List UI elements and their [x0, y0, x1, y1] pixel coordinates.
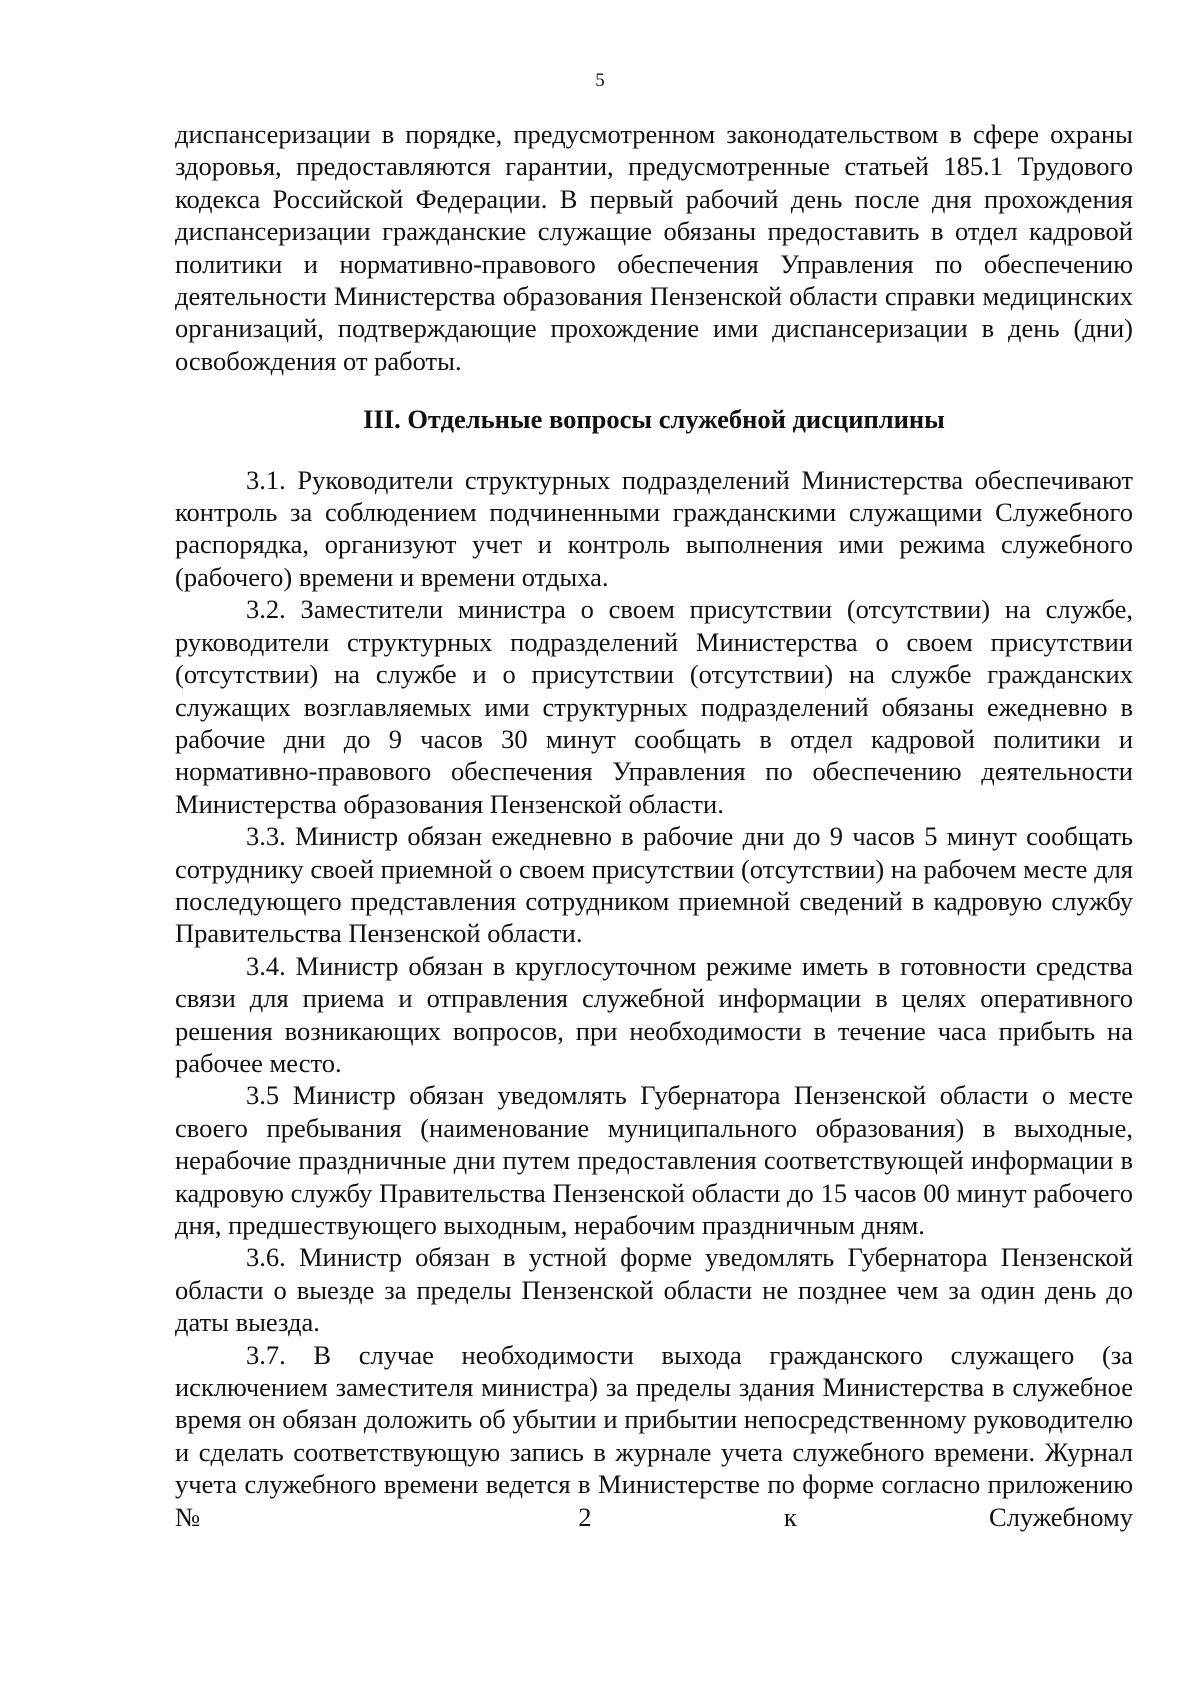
paragraph-3-1: 3.1. Руководители структурных подразделений Министерства обеспечивают контроль за соблюдением подчиненными гражданскими служащими Служебного распорядка, организуют учет и контроль выполнения ими режима служебного (рабочего) времени и времени отдыха.: [175, 464, 1133, 592]
paragraph-3-3: 3.3. Министр обязан ежедневно в рабочие дни до 9 часов 5 минут сообщать сотруднику своей приемной о своем присутствии (отсутствии) на рабочем месте для последующего представления сотрудником приемной сведений в кадровую службу Правительства Пензенской области.: [175, 821, 1133, 949]
intro-paragraph: диспансеризации в порядке, предусмотренном законодательством в сфере охраны здоровья, предоставляются гарантии, предусмотренные статьей 185.1 Трудового кодекса Российской Федерации. В первый рабочий день после дня прохождения диспансеризации гражданские служащие обязаны предоставить в отдел кадровой политики и нормативно-правового обеспечения Управления по обеспечению деятельности Министерства образования Пензенской области справки медицинских организаций, подтверждающие прохождение ими диспансеризации в день (дни) освобождения от работы.: [175, 119, 1133, 376]
paragraph-3-2: 3.2. Заместители министра о своем присутствии (отсутствии) на службе, руководители структурных подразделений Министерства о своем присутствии (отсутствии) на службе и о присутствии (отсутствии) на службе гражданских служащих возглавляемых ими структурных подразделений обязаны ежедневно в рабочие дни до 9 часов 30 минут сообщать в отдел кадровой политики и нормативно-правового обеспечения Управления по обеспечению деятельности Министерства образования Пензенской области.: [175, 594, 1133, 819]
paragraph-3-7: 3.7. В случае необходимости выхода гражданского служащего (за исключением заместителя министра) за пределы здания Министерства в служебное время он обязан доложить об убытии и прибытии непосредственному руководителю и сделать соответствующую запись в журнале учета служебного времени. Журнал учета служебного времени ведется в Министерстве по форме согласно приложению № 2 к Служебному: [175, 1339, 1133, 1532]
paragraph-3-6: 3.6. Министр обязан в устной форме уведомлять Губернатора Пензенской области о выезде за пределы Пензенской области не позднее чем за один день до даты выезда.: [175, 1242, 1133, 1338]
paragraph-3-4: 3.4. Министр обязан в круглосуточном режиме иметь в готовности средства связи для приема и отправления служебной информации в целях оперативного решения возникающих вопросов, при необходимости в течение часа прибыть на рабочее место.: [175, 950, 1133, 1078]
document-body: [175, 118, 1133, 1533]
paragraph-3-5: 3.5 Министр обязан уведомлять Губернатора Пензенской области о месте своего пребывания (наименование муниципального образования) в выходные, нерабочие праздничные дни путем предоставления соответствующей информации в кадровую службу Правительства Пензенской области до 15 часов 00 минут рабочего дня, предшествующего выходным, нерабочим праздничным дням.: [175, 1080, 1133, 1240]
page-number: 5: [595, 70, 605, 91]
section-heading: III. Отдельные вопросы служебной дисциплины: [363, 404, 945, 435]
